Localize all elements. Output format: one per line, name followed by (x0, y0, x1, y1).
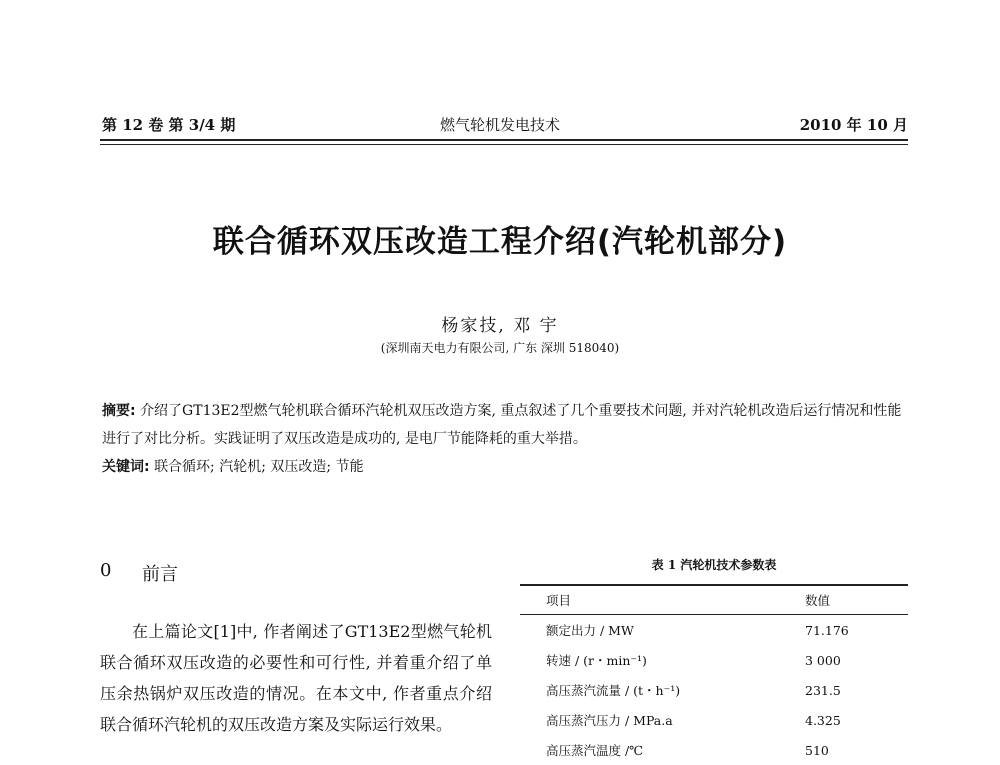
abstract (102, 397, 908, 453)
table-row (520, 645, 908, 675)
table-cell-item: 高压蒸汽流量 / (t・h⁻¹) (546, 683, 681, 698)
abstract-label: 摘要: (102, 403, 136, 419)
abstract-text: 介绍了GT13E2型燃气轮机联合循环汽轮机双压改造方案, 重点叙述了几个重要技术问题, 并对汽轮机改造后运行情况和性能进行了对比分析。实践证明了双压改造是成功的, 是电厂节能降耗的重大举措。 (102, 403, 902, 447)
table-row (520, 735, 908, 765)
table-caption: 表 1 汽轮机技术参数表 (651, 558, 777, 572)
table-header-item: 项目 (520, 585, 805, 615)
table-header-row (520, 585, 908, 615)
keywords (102, 453, 908, 481)
table-cell-value: 4.325 (805, 712, 841, 728)
table-cell-value: 510 (805, 742, 829, 758)
section-number: 0 (100, 560, 112, 581)
table-row (520, 615, 908, 646)
table-cell-item: 高压蒸汽压力 / MPa.a (546, 713, 673, 728)
table-cell-item: 高压蒸汽温度 /℃ (546, 743, 644, 758)
table-cell-value: 231.5 (805, 682, 841, 698)
keywords-label: 关键词: (102, 459, 150, 475)
section-title: 前言 (142, 564, 178, 585)
header-rule-thick (100, 139, 908, 141)
intro-paragraph: 在上篇论文[1]中, 作者阐述了GT13E2型燃气轮机联合循环双压改造的必要性和可行性, 并着重介绍了单压余热锅炉双压改造的情况。在本文中, 作者重点介绍联合循环汽轮机的双压改造方案及实际运行效果。 (100, 622, 492, 734)
table-cell-item: 转速 / (r・min⁻¹) (546, 653, 647, 668)
paper-title: 联合循环双压改造工程介绍(汽轮机部分) (212, 224, 788, 260)
table-row (520, 705, 908, 735)
table-cell-item: 额定出力 / MW (546, 623, 634, 638)
keywords-text: 联合循环; 汽轮机; 双压改造; 节能 (154, 459, 364, 475)
table-cell-value: 71.176 (805, 622, 849, 638)
journal-volume: 第 12 卷 第 3/4 期 (102, 116, 236, 134)
authors: 杨家技, 邓 宇 (441, 316, 559, 336)
table-cell-value: 3 000 (805, 652, 841, 668)
journal-date: 2010 年 10 月 (799, 116, 908, 134)
table-row (520, 675, 908, 705)
affiliation: (深圳南天电力有限公司, 广东 深圳 518040) (380, 341, 620, 355)
table-header-value: 数值 (805, 585, 908, 615)
header-rule-thin (100, 144, 908, 145)
parameter-table (520, 584, 908, 765)
journal-name: 燃气轮机发电技术 (439, 116, 560, 134)
